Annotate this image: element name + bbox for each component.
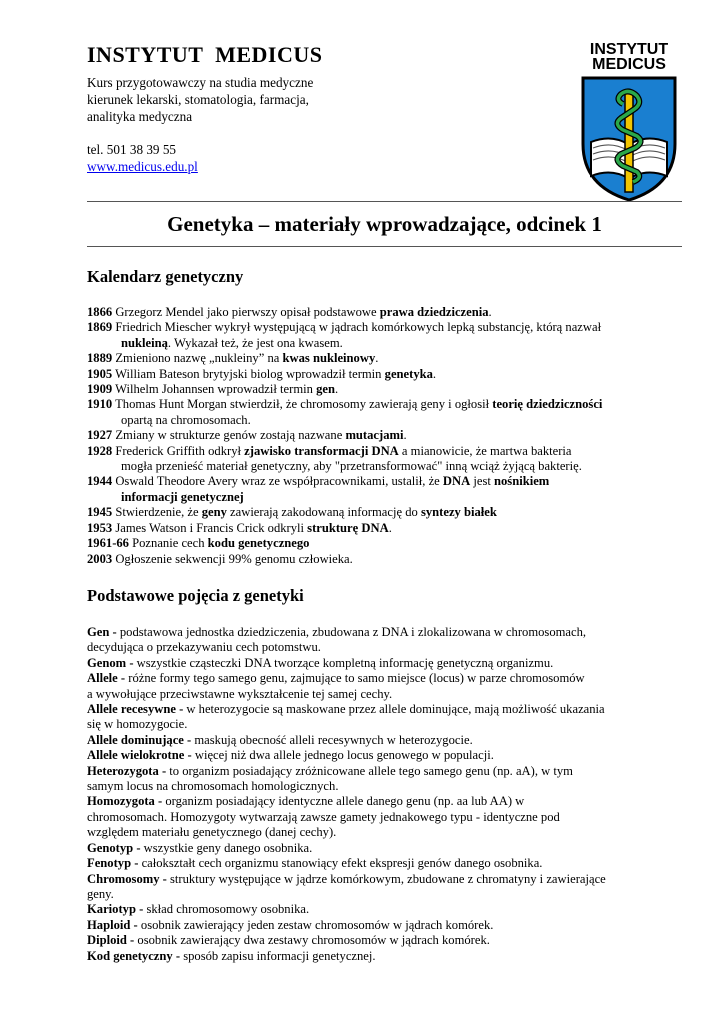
bold-term: nukleiną [121, 335, 168, 350]
entry-year: 1928 [87, 443, 113, 458]
definition-text: to organizm posiadający zróżnicowane allele tego samego genu (np. aA), w tym [166, 763, 573, 778]
text-run: . [375, 351, 379, 366]
concept-definition [87, 733, 647, 748]
text-run: . [432, 366, 437, 381]
entry-year: 1905 [87, 366, 113, 381]
concept-definition [87, 702, 647, 733]
course-line: analityka medyczna [87, 109, 193, 124]
definition-text: chromosomach. Homozygoty wytwarzają zawsze gamety jednakowego typu - identyczne pod [87, 809, 560, 824]
definition-text: geny. [87, 886, 114, 901]
concept-term: Genotyp - [87, 840, 141, 855]
bold-term: strukturę DNA [307, 520, 389, 535]
entry-year: 2003 [87, 551, 113, 566]
concept-definition [87, 949, 647, 964]
definition-text: całokształt cech organizmu stanowiący efekt ekspresji genów danego osobnika. [138, 856, 543, 871]
bold-term: kodu genetycznego [207, 536, 310, 551]
concept-definition [87, 671, 647, 702]
definition-text: więcej niż dwa allele jednego locus genowego w populacji. [191, 748, 494, 763]
entry-year: 1866 [87, 305, 113, 319]
definition-text: osobnik zawierający jeden zestaw chromosomów w jądrach komórek. [137, 917, 494, 932]
text-run: jest [470, 474, 494, 489]
contact-block [87, 141, 507, 175]
page-title: Genetyka – materiały wprowadzające, odcinek 1 [167, 212, 602, 236]
concept-definition [87, 794, 647, 840]
text-run: James Watson i Francis Crick odkryli [112, 520, 308, 535]
entry-continuation [87, 459, 647, 474]
definition-text: w heterozygocie są maskowane przez allele dominujące, mają możliwość ukazania [183, 702, 605, 717]
definition-text: struktury występujące w jądrze komórkowym, zbudowane z chromatyny i zawierające [166, 871, 606, 886]
text-run: Ogłoszenie sekwencji 99% genomu człowieka. [112, 551, 353, 566]
bold-term: genetyka [384, 366, 433, 381]
concept-term: Chromosomy - [87, 871, 167, 886]
entry-year: 1909 [87, 382, 113, 397]
bold-term: gen [316, 382, 335, 397]
calendar-entry [87, 552, 647, 567]
entry-year: 1945 [87, 505, 113, 520]
text-run: Zmieniono nazwę „nukleiny” na [112, 351, 283, 366]
text-run: Grzegorz Mendel jako pierwszy opisał podstawowe [112, 305, 380, 319]
entry-year: 1869 [87, 320, 113, 335]
text-run: . Wykazał też, że jest ona kwasem. [167, 335, 343, 350]
concept-definition [87, 656, 647, 671]
definition-text: decydująca o przekazywaniu cech potomstwu. [87, 640, 321, 655]
definition-text: wszystkie geny danego osobnika. [140, 840, 313, 855]
text-run: . [388, 520, 392, 535]
entry-year: 1953 [87, 520, 113, 535]
concept-definition [87, 872, 647, 903]
text-run: . [403, 428, 407, 443]
definition-text: organizm posiadający identyczne allele danego genu (np. aa lub AA) w [162, 794, 525, 809]
concept-term: Heterozygota - [87, 763, 167, 778]
concept-definition [87, 933, 647, 948]
course-line: Kurs przygotowawczy na studia medyczne [87, 75, 314, 90]
text-run: Thomas Hunt Morgan stwierdził, że chromosomy zawierają geny i ogłosił [112, 397, 493, 412]
logo-text-line1: INSTYTUT [589, 41, 669, 58]
bold-term: mutacjami [345, 428, 404, 443]
bold-term: geny [201, 505, 227, 520]
concept-term: Gen - [87, 625, 117, 639]
concept-definition [87, 764, 647, 795]
text-run: Poznanie cech [128, 536, 208, 551]
calendar-entry [87, 505, 647, 520]
bold-term: zjawisko transformacji DNA [244, 443, 399, 458]
calendar-entry [87, 397, 647, 428]
entry-year: 1910 [87, 397, 113, 412]
shield-emblem-icon [577, 74, 681, 202]
concept-term: Fenotyp - [87, 856, 139, 871]
concept-term: Allele dominujące - [87, 732, 192, 747]
bold-term: teorię dziedziczności [492, 397, 603, 412]
concept-definition [87, 918, 647, 933]
concept-definition [87, 625, 647, 656]
concepts-list [87, 625, 647, 964]
entry-year: 1889 [87, 351, 113, 366]
calendar-entry [87, 305, 647, 320]
definition-text: względem materiału genetycznego (danej cechy). [87, 825, 337, 840]
definition-text: skład chromosomowy osobnika. [143, 902, 310, 917]
text-run: opartą na chromosomach. [121, 412, 251, 427]
text-run: William Bateson brytyjski biolog wprowadził termin [112, 366, 385, 381]
definition-text: podstawowa jednostka dziedziczenia, zbudowana z DNA i zlokalizowana w chromosomach, [116, 625, 587, 639]
definition-text: się w homozygocie. [87, 717, 188, 732]
text-run: . [488, 305, 492, 319]
definition-text: osobnik zawierający dwa zestawy chromosomów w jądrach komórek. [134, 933, 490, 948]
bold-term: nośnikiem [494, 474, 550, 489]
institute-logo [577, 42, 681, 202]
bold-term: DNA [442, 474, 471, 489]
entry-continuation [87, 490, 647, 505]
bold-term: kwas nukleinowy [282, 351, 376, 366]
calendar-entry [87, 367, 647, 382]
definition-text: a wywołujące przeciwstawne wykształcenie tej samej cechy. [87, 686, 393, 701]
website-link[interactable]: www.medicus.edu.pl [87, 159, 198, 174]
entry-continuation [87, 336, 647, 351]
concept-term: Kod genetyczny - [87, 948, 181, 963]
text-run: zawierają zakodowaną informację do [226, 505, 421, 520]
definition-text: sposób zapisu informacji genetycznej. [180, 948, 376, 963]
header-info [87, 42, 507, 175]
definition-text: samym locus na chromosomach homologicznych. [87, 779, 339, 794]
concept-definition [87, 902, 647, 917]
concept-term: Diploid - [87, 933, 135, 948]
concept-term: Kariotyp - [87, 902, 144, 917]
concept-term: Allele wielokrotne - [87, 748, 192, 763]
calendar-entry [87, 444, 647, 475]
text-run: Frederick Griffith odkrył [112, 443, 245, 458]
definition-text: maskują obecność alleli recesywnych w heterozygocie. [191, 732, 473, 747]
calendar-entry [87, 382, 647, 397]
bold-term: prawa dziedziczenia [379, 305, 489, 319]
concept-definition [87, 856, 647, 871]
entry-year: 1927 [87, 428, 113, 443]
text-run: Stwierdzenie, że [112, 505, 202, 520]
calendar-entry [87, 320, 647, 351]
concept-term: Homozygota - [87, 794, 163, 809]
calendar-entry [87, 474, 647, 505]
calendar-list [87, 305, 647, 567]
text-run: Zmiany w strukturze genów zostają nazwane [112, 428, 346, 443]
definition-text: wszystkie cząsteczki DNA tworzące kompletną informację genetyczną organizmu. [133, 655, 554, 670]
concept-term: Allele recesywne - [87, 702, 184, 717]
concept-definition [87, 841, 647, 856]
entry-continuation [87, 413, 647, 428]
entry-year: 1944 [87, 474, 113, 489]
title-divider [87, 246, 682, 247]
text-run: Wilhelm Johannsen wprowadził termin [112, 382, 317, 397]
logo-text-line2: MEDICUS [592, 56, 666, 73]
entry-year: 1961-66 [87, 536, 129, 551]
definition-text: różne formy tego samego genu, zajmujące to samo miejsce (locus) w parze chromosomów [125, 671, 585, 686]
brand-name: INSTYTUT MEDICUS [87, 42, 323, 67]
text-run: mogła przenieść materiał genetyczny, aby "przetransformować" inną wciąż żyjącą bakterię. [121, 459, 582, 474]
calendar-entry [87, 351, 647, 366]
concepts-heading: Podstawowe pojęcia z genetyki [87, 586, 304, 605]
bold-term: informacji genetycznej [121, 489, 244, 504]
text-run: a mianowicie, że martwa bakteria [398, 443, 572, 458]
concept-definition [87, 748, 647, 763]
concept-term: Genom - [87, 655, 134, 670]
concept-term: Haploid - [87, 917, 138, 932]
top-divider [87, 201, 682, 202]
phone-number: tel. 501 38 39 55 [87, 142, 177, 157]
concept-term: Allele - [87, 671, 126, 686]
bold-term: syntezy białek [420, 505, 497, 520]
calendar-entry [87, 521, 647, 536]
calendar-entry [87, 536, 647, 551]
text-run: . [334, 382, 339, 397]
course-line: kierunek lekarski, stomatologia, farmacja, [87, 92, 309, 107]
text-run: Friedrich Miescher wykrył występującą w jądrach komórkowych lepką substancję, którą nazwał [112, 320, 602, 335]
calendar-heading: Kalendarz genetyczny [87, 267, 244, 286]
text-run: Oswald Theodore Avery wraz ze współpracownikami, ustalił, że [112, 474, 443, 489]
calendar-entry [87, 428, 647, 443]
